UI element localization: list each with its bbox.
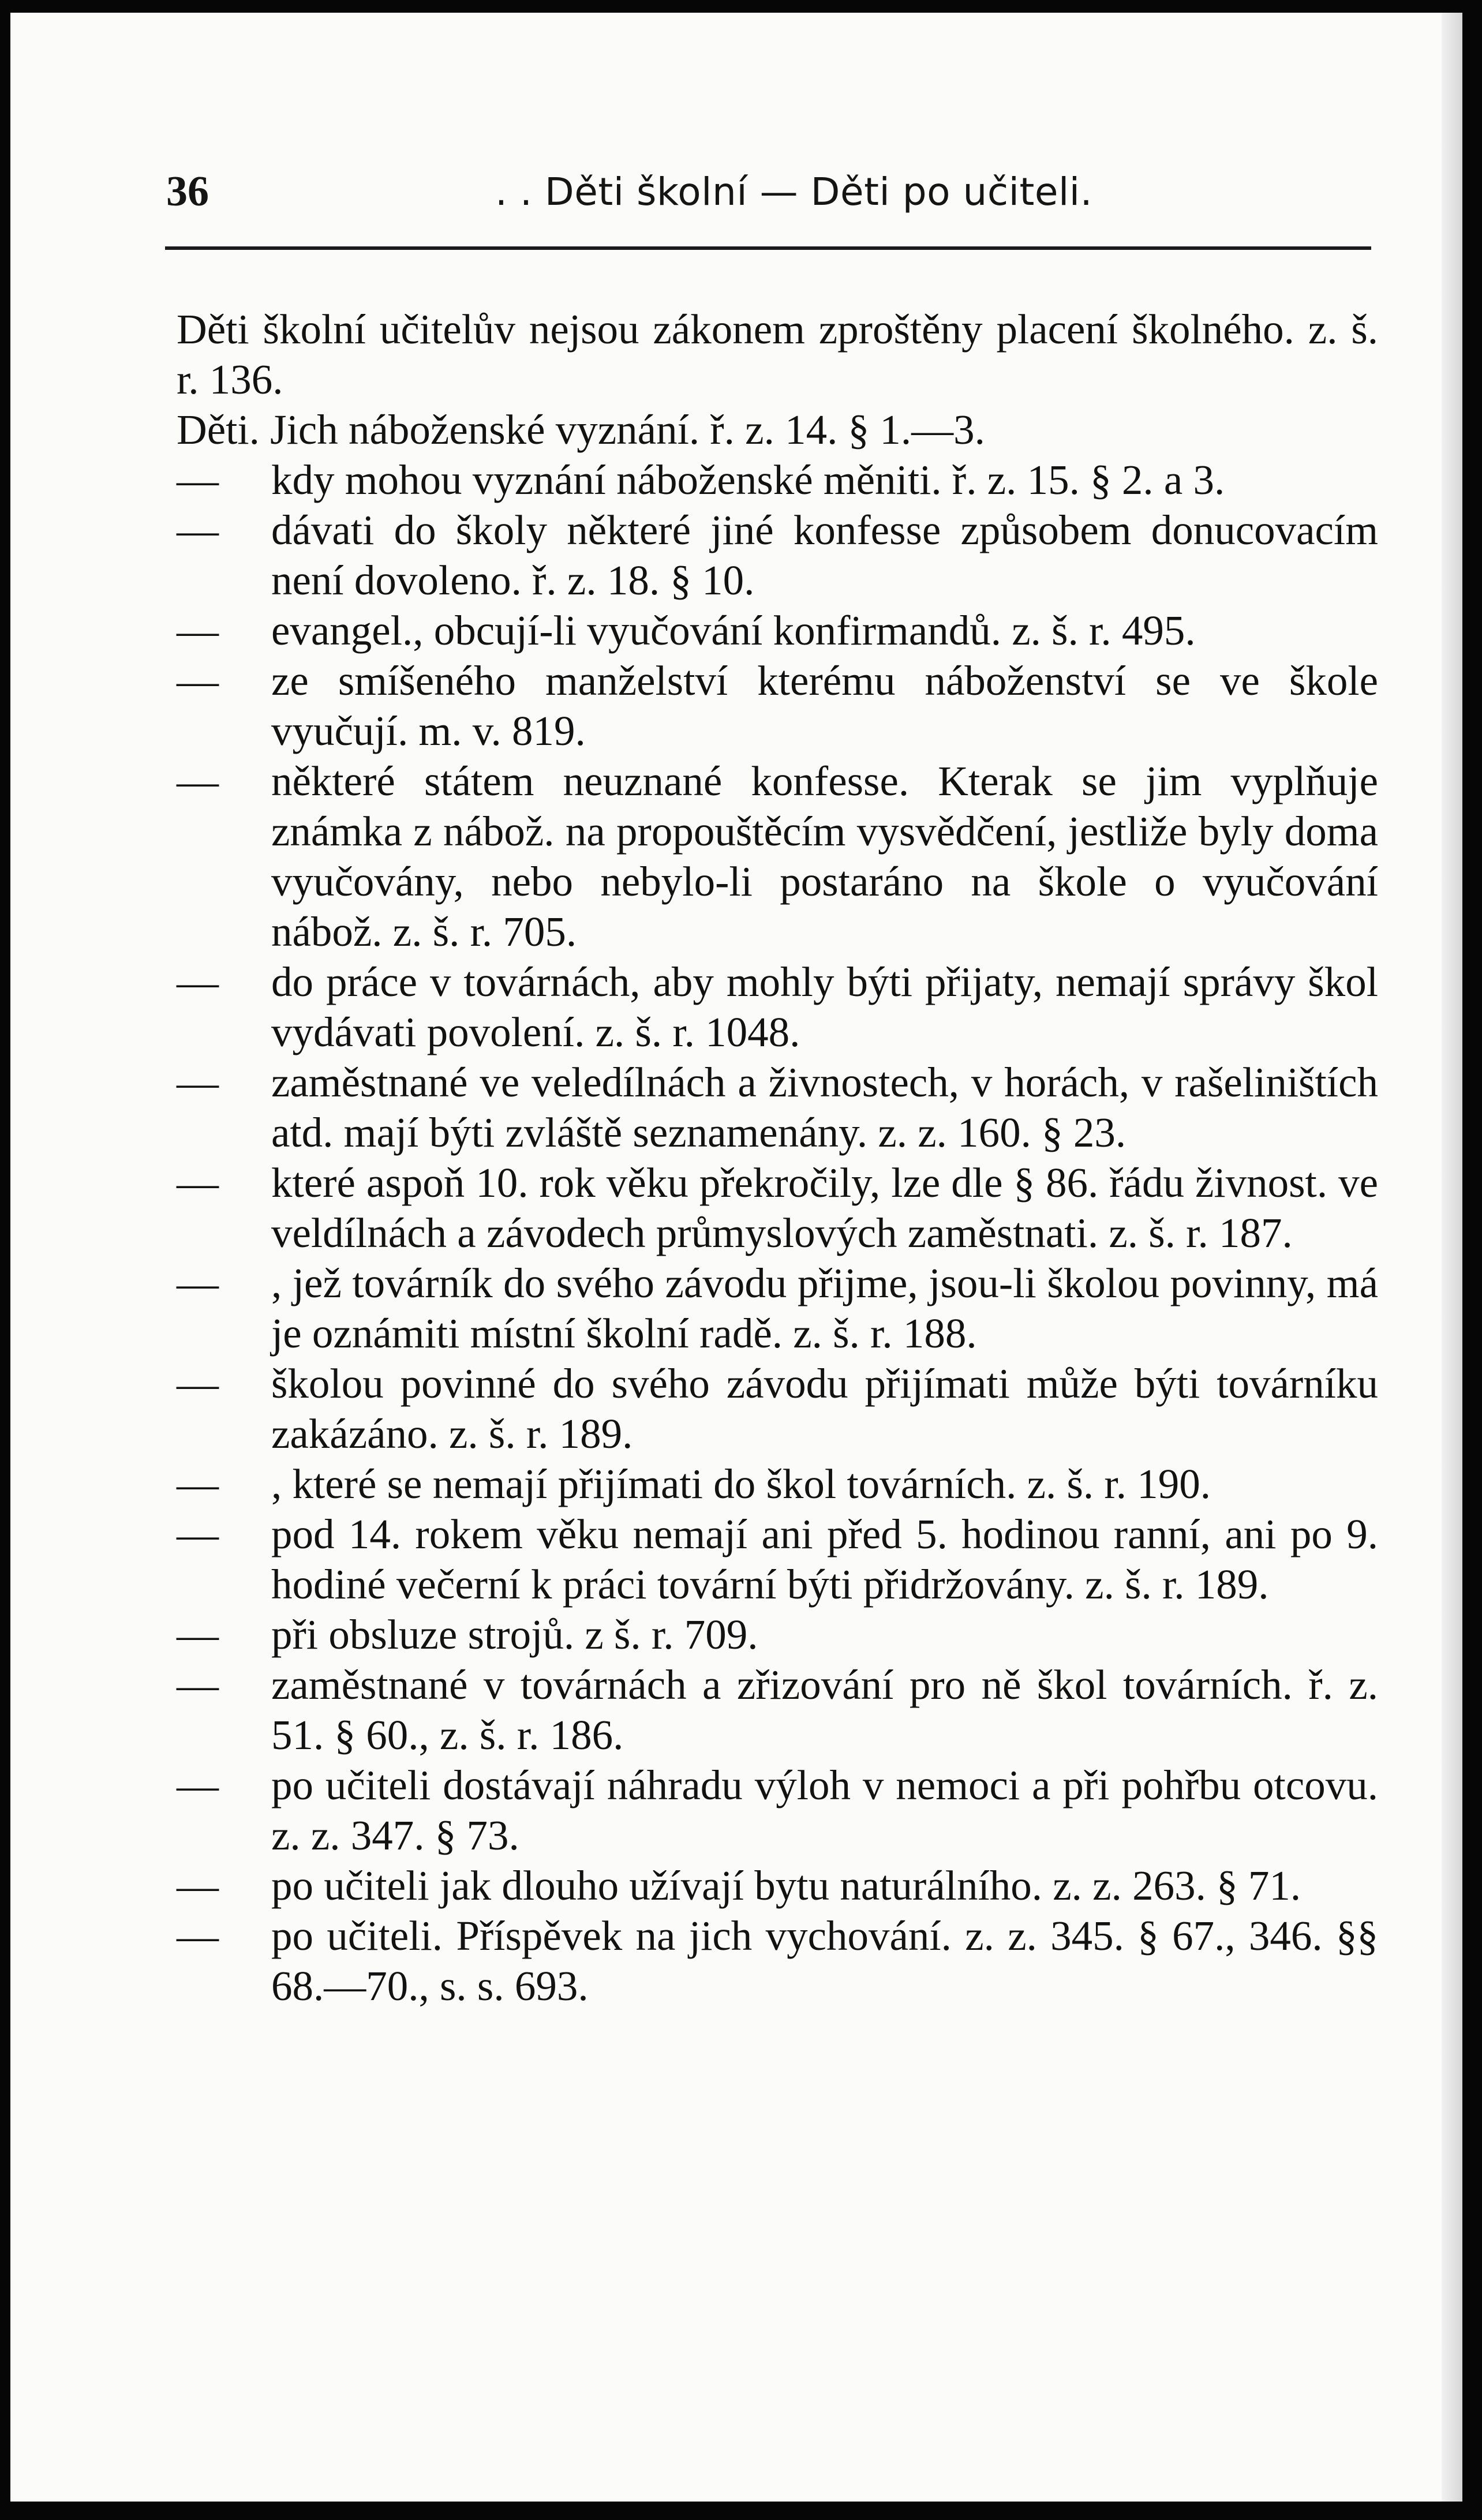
running-title: . . Děti školní — Děti po učiteli.	[495, 170, 1093, 214]
entry-text: zaměstnané v továrnách a zřizování pro ně škol továrních. ř. z. 51. § 60., z. š. r. 186.	[271, 1661, 1378, 1758]
entry-text: , jež továrník do svého závodu přijme, jsou-li školou povinny, má je oznámiti místní školní radě. z. š. r. 188.	[271, 1260, 1378, 1357]
index-subentry	[177, 1609, 1378, 1660]
index-subentry	[177, 1158, 1378, 1258]
dash-mark: —	[177, 1611, 219, 1658]
dash-mark: —	[177, 1461, 219, 1507]
index-subentry	[177, 957, 1378, 1057]
entry-text: , které se nemají přijímati do škol továrních. z. š. r. 190.	[271, 1461, 1211, 1507]
dash-mark: —	[177, 507, 219, 553]
entry-text: při obsluze strojů. z š. r. 709.	[271, 1611, 758, 1658]
header-rule	[165, 246, 1371, 250]
dash-mark: —	[177, 1260, 219, 1306]
entry-text: evangel., obcují-li vyučování konfirmandů. z. š. r. 495.	[271, 607, 1196, 654]
dash-mark: —	[177, 1360, 219, 1407]
page-number: 36	[166, 168, 209, 215]
index-subentry	[177, 605, 1378, 656]
entry-text: do práce v továrnách, aby mohly býti přijaty, nemají správy škol vydávati povolení. z. š. r. 1048.	[271, 958, 1378, 1055]
index-entries	[177, 304, 1378, 2011]
entry-text: Děti. Jich náboženské vyznání. ř. z. 14. § 1.—3.	[177, 406, 985, 453]
dash-mark: —	[177, 958, 219, 1005]
entry-text: po učiteli jak dlouho užívají bytu naturálního. z. z. 263. § 71.	[271, 1862, 1301, 1909]
dash-mark: —	[177, 607, 219, 654]
entry-text: zaměstnané ve veledílnách a živnostech, v horách, v rašeliništích atd. mají býti zvláště seznamenány. z. z. 160. § 23.	[271, 1059, 1378, 1156]
index-subentry	[177, 1258, 1378, 1358]
entry-text: některé státem neuznané konfesse. Kterak se jim vyplňuje známka z nábož. na propouštěcím vysvědčení, jestliže byly doma vyučovány, nebo nebylo-li postaráno na škole o vyučování nábož. z. š. r. 705.	[271, 758, 1378, 955]
dash-mark: —	[177, 1511, 219, 1557]
dash-mark: —	[177, 758, 219, 804]
entry-text: po učiteli. Příspěvek na jich vychování. z. z. 345. § 67., 346. §§ 68.—70., s. s. 693.	[271, 1912, 1378, 2009]
index-subentry	[177, 1660, 1378, 1760]
entry-text: Děti školní učitelův nejsou zákonem zproštěny placení školného. z. š. r. 136.	[177, 306, 1378, 403]
dash-mark: —	[177, 1661, 219, 1708]
index-subentry	[177, 1509, 1378, 1609]
entry-text: školou povinné do svého závodu přijímati může býti továrníku zakázáno. z. š. r. 189.	[271, 1360, 1378, 1457]
page-header	[166, 167, 1367, 237]
dash-mark: —	[177, 1912, 219, 1959]
index-entry	[177, 405, 1378, 455]
dash-mark: —	[177, 456, 219, 503]
entry-text: pod 14. rokem věku nemají ani před 5. hodinou ranní, ani po 9. hodiné večerní k práci tovární býti přidržovány. z. š. r. 189.	[271, 1511, 1378, 1608]
index-subentry	[177, 505, 1378, 605]
entry-text: dávati do školy některé jiné konfesse způsobem donucovacím není dovoleno. ř. z. 18. § 10.	[271, 507, 1378, 604]
dash-mark: —	[177, 1762, 219, 1808]
dash-mark: —	[177, 1159, 219, 1206]
index-subentry	[177, 455, 1378, 505]
index-entry	[177, 304, 1378, 405]
dash-mark: —	[177, 657, 219, 704]
scan-edge-shadow	[1442, 13, 1462, 2502]
index-subentry	[177, 1760, 1378, 1860]
index-subentry	[177, 1911, 1378, 2011]
entry-text: které aspoň 10. rok věku překročily, lze dle § 86. řádu živnost. ve veldílnách a závodech průmyslových zaměstnati. z. š. r. 187.	[271, 1159, 1378, 1256]
index-subentry	[177, 656, 1378, 756]
index-subentry	[177, 1860, 1378, 1911]
index-subentry	[177, 1459, 1378, 1509]
dash-mark: —	[177, 1059, 219, 1106]
entry-text: kdy mohou vyznání náboženské měniti. ř. z. 15. § 2. a 3.	[271, 456, 1225, 503]
index-subentry	[177, 756, 1378, 957]
index-subentry	[177, 1358, 1378, 1459]
entry-text: ze smíšeného manželství kterému náboženství se ve škole vyučují. m. v. 819.	[271, 657, 1378, 754]
dash-mark: —	[177, 1862, 219, 1909]
index-subentry	[177, 1057, 1378, 1158]
entry-text: po učiteli dostávají náhradu výloh v nemoci a při pohřbu otcovu. z. z. 347. § 73.	[271, 1762, 1378, 1859]
